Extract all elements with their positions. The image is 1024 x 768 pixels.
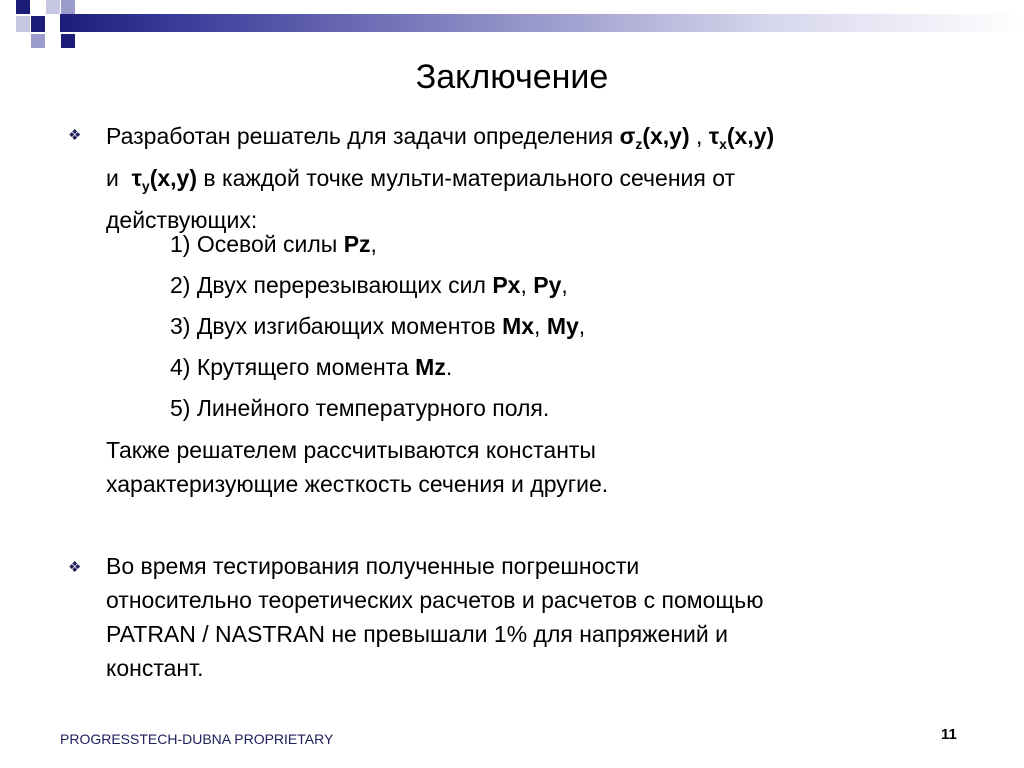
header-square (16, 0, 30, 14)
bullet-diamond-icon: ❖ (68, 559, 82, 576)
list-item: 4) Крутящего момента Mz. (170, 354, 453, 380)
tau-y-formula: $\tau_y(x,y)$ (131, 165, 197, 194)
bullet-1-line2: в каждой точке мульти-материального сечения от (203, 165, 736, 191)
list-item: 2) Двух перерезывающих сил Px, Py, (170, 272, 568, 298)
bullet-diamond-icon: ❖ (68, 127, 82, 144)
header-square (16, 16, 30, 32)
constants-note: Также решателем рассчитываются константы характеризующие жесткость сечения и другие. (106, 437, 609, 497)
list-item: 5) Линейного температурного поля. (170, 395, 550, 421)
bullet-1-line3: действующих: (106, 207, 258, 233)
slide-title: Заключение (415, 58, 609, 96)
bullet-1-intro: Разработан решатель для задачи определения (106, 123, 614, 149)
bullet-2-text: Во время тестирования полученные погрешности относительно теоретических расчетов и расчетов с помощью PATRAN / NASTRAN не превышали 1% для напряжений и констант. (106, 553, 764, 681)
list-item: 3) Двух изгибающих моментов Mx, My, (170, 313, 586, 339)
header-square (46, 0, 60, 14)
footer-text: PROGRESSTECH-DUBNA PROPRIETARY (60, 731, 334, 747)
header-gradient-bar (60, 14, 1024, 32)
header-square (61, 0, 75, 14)
list-item: 1) Осевой силы Pz, (170, 231, 377, 257)
header-square (31, 16, 45, 32)
header-square (31, 34, 45, 48)
page-number: 11 (941, 726, 957, 743)
header-square (61, 34, 75, 48)
sigma-z-formula: $\sigma_z(x,y)$ (619, 123, 690, 152)
tau-x-formula: $\tau_x(x,y)$ (708, 123, 775, 152)
bullet-1-text: Разработан решатель для задачи определения $\sigma_z(x,y)$ , $\tau_x(x,y)$ и $\tau_y(x,y)$ в каждой точке мульти-материального сечения от действующих: (106, 123, 775, 233)
